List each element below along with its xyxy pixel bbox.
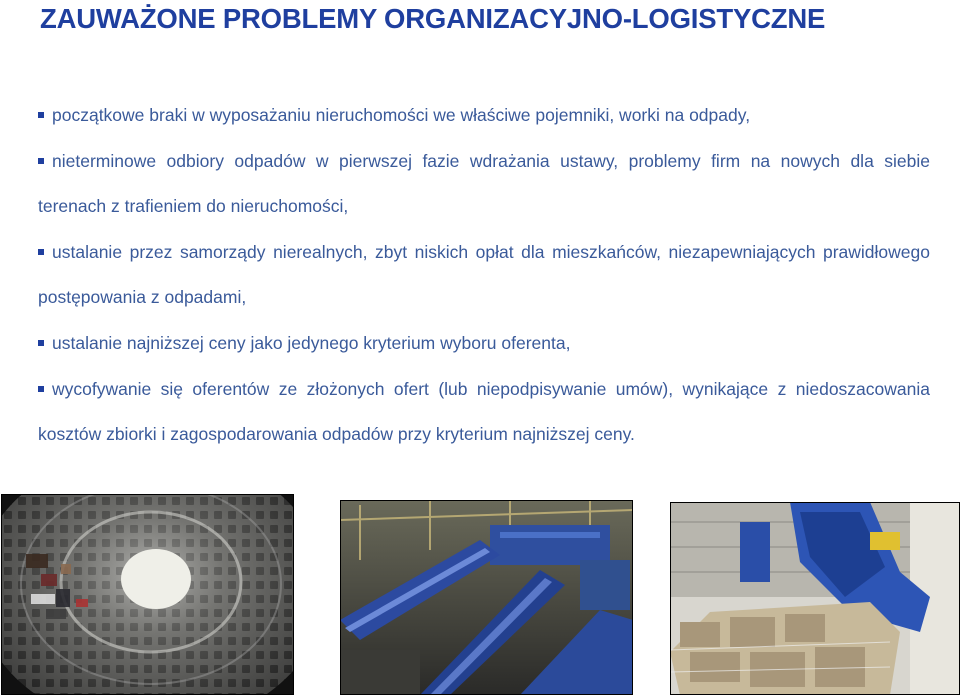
square-bullet-icon bbox=[38, 386, 44, 392]
bullet-text: ustalanie przez samorządy nierealnych, zbyt niskich opłat dla mieszkańców, niezapewniających prawidłowego postępowania z odpadami, bbox=[38, 241, 930, 308]
square-bullet-icon bbox=[38, 158, 44, 164]
square-bullet-icon bbox=[38, 249, 44, 255]
bullet-item bbox=[38, 321, 930, 367]
slide-title: ZAUWAŻONE PROBLEMY ORGANIZACYJNO-LOGISTYCZNE bbox=[40, 3, 826, 34]
sorting-plant-photo bbox=[340, 500, 633, 695]
bullet-text: wycofywanie się oferentów ze złożonych ofert (lub niepodpisywanie umów), wynikające z niedoszacowania kosztów zbiorki i zagospodarowania odpadów przy kryterium najniższej ceny. bbox=[38, 378, 930, 445]
square-bullet-icon bbox=[38, 112, 44, 118]
bullet-list bbox=[38, 93, 930, 458]
bullet-item bbox=[38, 93, 930, 139]
square-bullet-icon bbox=[38, 340, 44, 346]
bullet-item bbox=[38, 230, 930, 321]
bullet-item bbox=[38, 139, 930, 230]
bullet-item bbox=[38, 367, 930, 458]
bullet-text: początkowe braki w wyposażaniu nieruchomości we właściwe pojemniki, worki na odpady, bbox=[52, 105, 751, 125]
bullet-text: ustalanie najniższej ceny jako jedynego kryterium wyboru oferenta, bbox=[52, 332, 571, 353]
bullet-text: nieterminowe odbiory odpadów w pierwszej fazie wdrażania ustawy, problemy firm na nowych dla siebie terenach z trafieniem do nieruchomości, bbox=[38, 150, 930, 217]
trommel-screen-photo bbox=[1, 494, 294, 695]
baling-press-photo bbox=[670, 502, 960, 695]
